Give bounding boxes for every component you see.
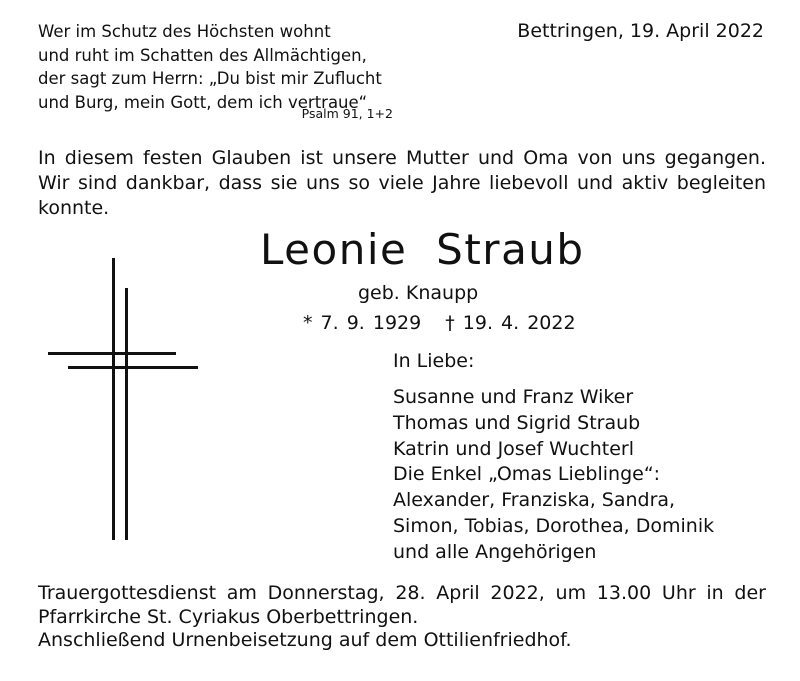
mourner-line: Katrin und Josef Wuchterl [393,437,634,460]
birth-date: * 7. 9. 1929 [303,312,422,334]
mourner-line: und alle Angehörigen [393,540,597,563]
service-line: Anschließend Urnenbeisetzung auf dem Ottilienfriedhof. [38,629,572,651]
mourner-line: Thomas und Sigrid Straub [393,411,641,434]
death-date: † 19. 4. 2022 [445,312,576,334]
mourner-line: Susanne und Franz Wiker [393,386,634,408]
intro-line: In diesem festen Glauben ist unsere Mutter und Oma von uns gegangen. [38,147,766,169]
bible-verse [38,20,382,114]
intro-text [38,146,766,221]
intro-line: Wir sind dankbar, dass sie uns so viele Jahre liebevoll und aktiv begleiten [38,172,766,194]
mourners-heading: In Liebe: [393,350,475,372]
place-date: Bettringen, 19. April 2022 [517,20,764,42]
verse-line: der sagt zum Herrn: „Du bist mir Zuflucht [38,69,382,88]
intro-line: konnte. [38,197,110,219]
verse-line: und Burg, mein Gott, dem ich vertraue“ [38,92,368,112]
life-dates [303,312,576,334]
verse-line: und ruht im Schatten des Allmächtigen, [38,45,367,65]
service-info [38,582,766,653]
mourners-list [393,385,714,566]
mourner-line: Simon, Tobias, Dorothea, Dominik [393,514,715,537]
mourner-line: Die Enkel „Omas Lieblinge“: [393,463,661,486]
verse-line: Wer im Schutz des Höchsten wohnt [38,22,331,41]
verse-reference: Psalm 91, 1+2 [301,106,393,121]
service-line: Trauergottesdienst am Donnerstag, 28. April 2022, um 13.00 Uhr in der [38,582,766,604]
service-line: Pfarrkirche St. Cyriakus Oberbettringen. [38,605,419,628]
maiden-name: geb. Knaupp [358,282,479,304]
mourner-line: Alexander, Franziska, Sandra, [393,489,676,512]
cross-icon [48,258,198,540]
deceased-name: Leonie Straub [260,225,585,274]
